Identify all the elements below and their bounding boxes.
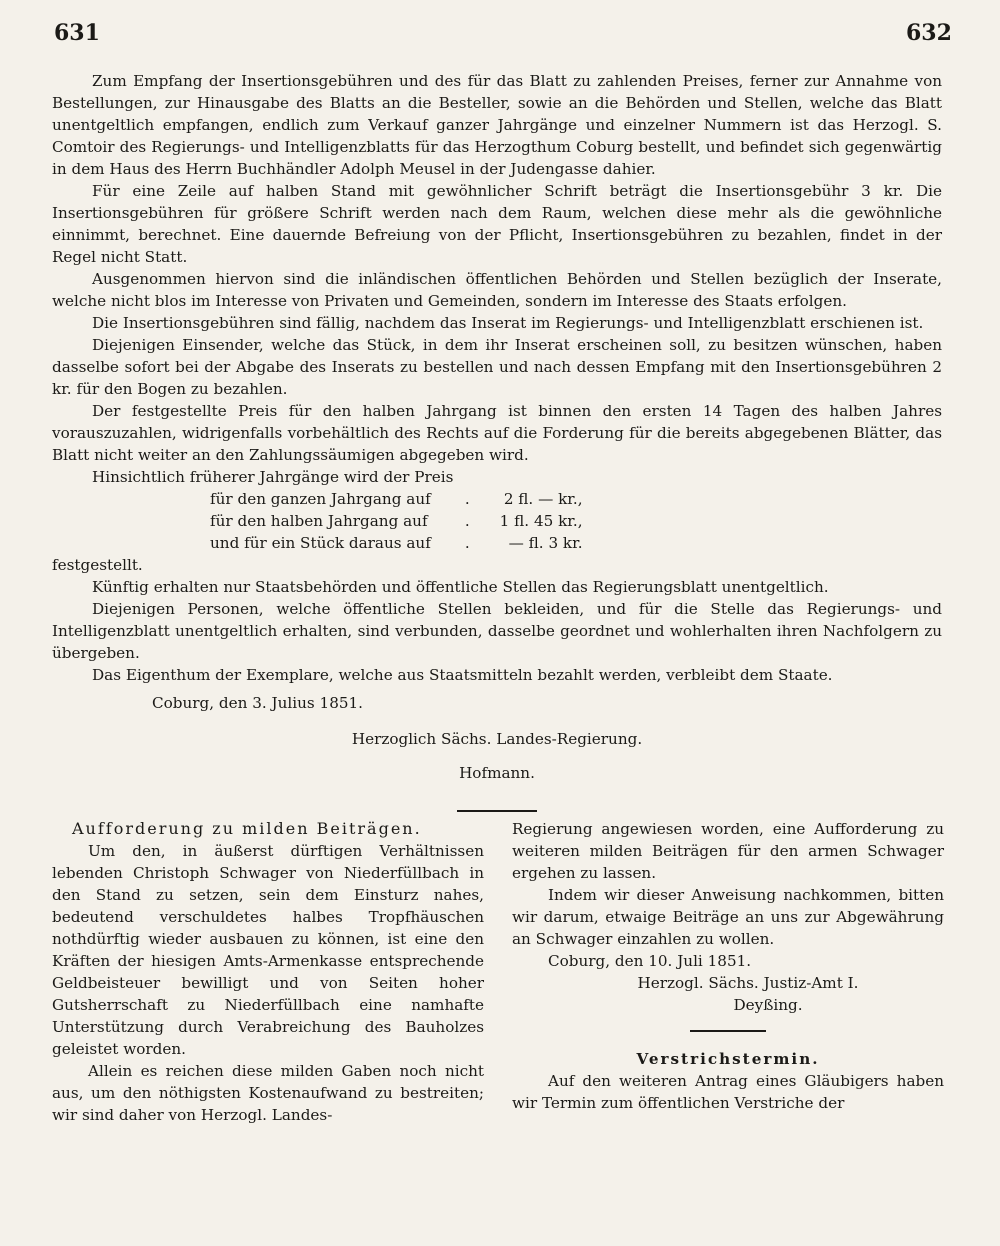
price-amount: — fl. 3 kr.	[508, 534, 583, 552]
notice-paragraph: Hinsichtlich früherer Jahrgänge wird der Preis	[92, 468, 454, 486]
price-label: für den halben Jahrgang auf	[210, 512, 428, 530]
notice-date: Coburg, den 3. Julius 1851.	[152, 694, 364, 712]
auction-heading: Verstrichstermin.	[636, 1050, 820, 1068]
insertion-notice	[52, 70, 942, 812]
appeal-authority: Herzogl. Sächs. Justiz-Amt I.	[637, 974, 859, 992]
price-amount: 1 fl. 45 kr.,	[499, 512, 583, 530]
price-dot: .	[464, 512, 470, 530]
section-divider	[690, 1030, 766, 1032]
price-row	[202, 532, 591, 554]
appeal-official: Deyßing.	[733, 996, 803, 1014]
price-amount: 2 fl. — kr.,	[503, 490, 583, 508]
notice-authority: Herzoglich Sächs. Landes-Regierung.	[351, 730, 643, 748]
auction-paragraph: Auf den weiteren Antrag eines Gläubigers haben wir Termin zum öffentlichen Verstriche der	[512, 1072, 944, 1112]
notice-signature: Hofmann.	[459, 764, 535, 782]
notice-paragraph: Ausgenommen hiervon sind die inländischen öffentlichen Behörden und Stellen bezüglich der Inserate, welche nicht blos im Interesse von Privaten und Gemeinden, sondern im Interesse des Staats erfolgen.	[52, 270, 942, 310]
appeal-paragraph: Indem wir dieser Anweisung nachkommen, bitten wir darum, etwaige Beiträge an uns zur Abgewährung an Schwager einzahlen zu wollen.	[512, 886, 944, 948]
section-divider	[457, 810, 537, 812]
page-number-right: 632	[906, 20, 952, 46]
notice-paragraph: Diejenigen Einsender, welche das Stück, in dem ihr Inserat erscheinen soll, zu besitzen wünschen, haben dasselbe sofort bei der Abgabe des Inserats zu bestellen und nach dessen Empfang mit den Insertionsgebühren 2 kr. für den Bogen zu bezahlen.	[52, 336, 942, 398]
appeal-continuation: Regierung angewiesen worden, eine Aufforderung zu weiteren milden Beiträgen für den armen Schwager ergehen zu lassen.	[512, 820, 944, 882]
price-table	[202, 488, 591, 554]
appeal-paragraph: Allein es reichen diese milden Gaben noch nicht aus, um den nöthigsten Kostenaufwand zu bestreiten; wir sind daher von Herzogl. Landes-	[52, 1062, 484, 1124]
page-number-left: 631	[54, 20, 100, 46]
notice-paragraph: Der festgestellte Preis für den halben Jahrgang ist binnen den ersten 14 Tagen des halben Jahres vorauszuzahlen, widrigenfalls vorbehältlich des Rechts auf die Forderung für die bereits abgegebenen Blätter, das Blatt nicht weiter an den Zahlungssäumigen abgegeben wird.	[52, 402, 942, 464]
notice-after-table: festgestellt.	[52, 556, 143, 574]
notice-paragraph: Die Insertionsgebühren sind fällig, nachdem das Inserat im Regierungs- und Intelligenzblatt erschienen ist.	[92, 314, 924, 332]
appeal-paragraph: Um den, in äußerst dürftigen Verhältnissen lebenden Christoph Schwager von Niederfüllbach in den Stand zu setzen, sein dem Einsturz nahes, bedeutend verschuldetes halbes Tropfhäuschen nothdürftig wieder ausbauen zu können, ist eine den Kräften der hiesigen Amts-Armenkasse entsprechende Geldbeisteuer bewilligt und von Seiten hoher Gutsherrschaft zu Niederfüllbach eine namhafte Unterstützung durch Verabreichung des Bauholzes geleistet worden.	[52, 842, 484, 1058]
left-column	[52, 818, 484, 1126]
price-dot: .	[464, 534, 470, 552]
notice-paragraph: Zum Empfang der Insertionsgebühren und des für das Blatt zu zahlenden Preises, ferner zur Annahme von Bestellungen, zur Hinausgabe des Blatts an die Besteller, sowie an die Behörden und Stellen, welche das Blatt unentgeltlich empfangen, endlich zum Verkauf ganzer Jahrgänge und einzelner Nummern ist das Herzogl. S. Comtoir des Regierungs- und Intelligenzblatts für das Herzogthum Coburg bestellt, und befindet sich gegenwärtig in dem Haus des Herrn Buchhändler Adolph Meusel in der Judengasse dahier.	[52, 72, 942, 178]
price-dot: .	[464, 490, 470, 508]
price-label: und für ein Stück daraus auf	[210, 534, 431, 552]
right-column	[512, 818, 944, 1114]
notice-paragraph: Für eine Zeile auf halben Stand mit gewöhnlicher Schrift beträgt die Insertionsgebühr 3 kr. Die Insertionsgebühren für größere Schrift werden nach dem Raum, welchen diese mehr als die gewöhnliche einnimmt, berechnet. Eine dauernde Befreiung von der Pflicht, Insertionsgebühren zu bezahlen, findet in der Regel nicht Statt.	[52, 182, 942, 266]
notice-paragraph: Künftig erhalten nur Staatsbehörden und öffentliche Stellen das Regierungsblatt unentgeltlich.	[92, 578, 829, 596]
price-row	[202, 488, 591, 510]
notice-paragraph: Diejenigen Personen, welche öffentliche Stellen bekleiden, und für die Stelle das Regierungs- und Intelligenzblatt unentgeltlich erhalten, sind verbunden, dasselbe geordnet und wohlerhalten ihren Nachfolgern zu übergeben.	[52, 600, 942, 662]
price-label: für den ganzen Jahrgang auf	[210, 490, 431, 508]
notice-paragraph: Das Eigenthum der Exemplare, welche aus Staatsmitteln bezahlt werden, verbleibt dem Staate.	[92, 666, 833, 684]
appeal-date: Coburg, den 10. Juli 1851.	[548, 952, 752, 970]
price-row	[202, 510, 591, 532]
appeal-heading: Aufforderung zu milden Beiträgen.	[72, 819, 422, 838]
